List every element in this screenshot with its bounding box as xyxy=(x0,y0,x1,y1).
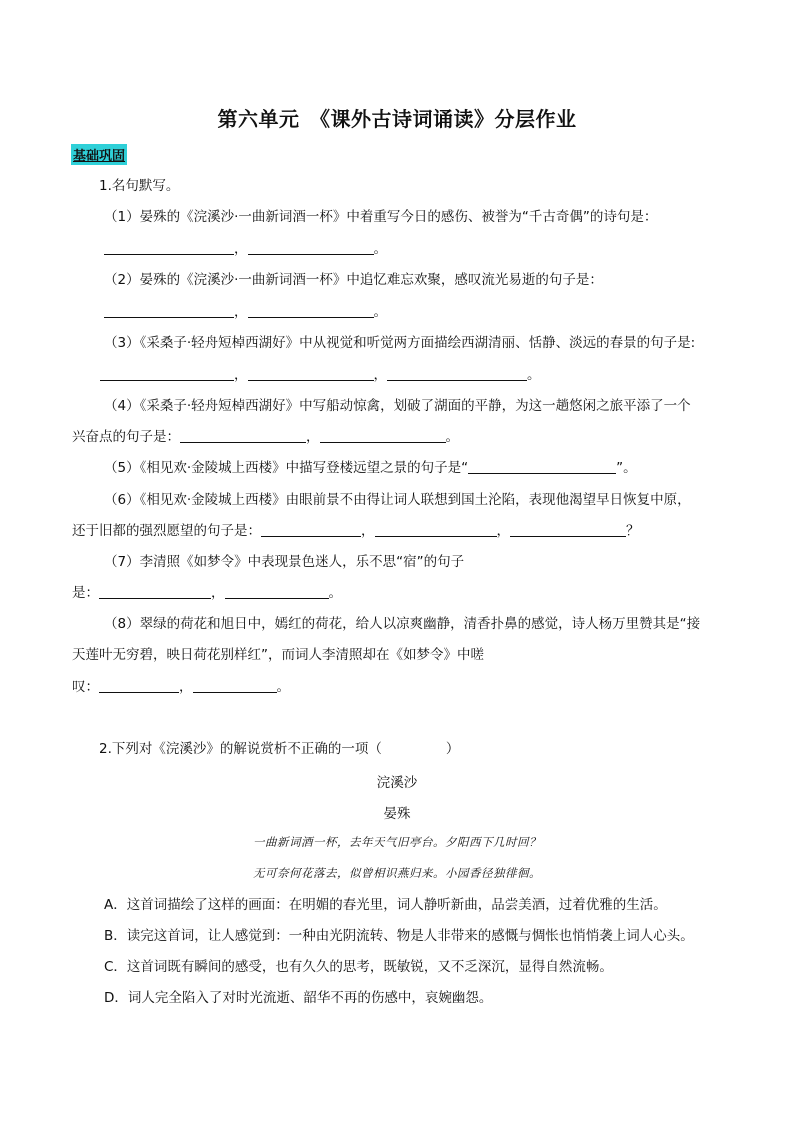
answer-blank[interactable] xyxy=(248,303,374,318)
poem-title: 浣溪沙 xyxy=(376,775,418,791)
answer-blank[interactable] xyxy=(99,678,179,693)
answer-blank[interactable] xyxy=(104,240,234,255)
q1-sub2-blanks: ， 。 xyxy=(104,303,387,321)
q1-sub4-line2: 兴奋点的句子是： ， 。 xyxy=(72,429,459,445)
q1-sub2: （2）晏殊的《浣溪沙·一曲新词酒一杯》中追忆难忘欢聚，感叹流光易逝的句子是： xyxy=(104,272,603,288)
option-a: A．这首词描绘了这样的画面：在明媚的春光里，词人静听新曲，品尝美酒，过着优雅的生活。 xyxy=(104,897,667,913)
q1-sub1-blanks: ， 。 xyxy=(104,240,387,258)
answer-blank[interactable] xyxy=(100,366,234,381)
q1-sub6-line1: （6）《相见欢·金陵城上西楼》由眼前景不由得让词人联想到国土沦陷，表现他渴望早日恢复中原， xyxy=(104,492,691,508)
answer-blank[interactable] xyxy=(375,522,497,537)
q1-sub7-line1: （7）李清照《如梦令》中表现景色迷人，乐不思“宿”的句子 xyxy=(104,554,465,570)
q1-sub3: （3）《采桑子·轻舟短棹西湖好》中从视觉和听觉两方面描绘西湖清丽、恬静、淡远的春景的句子是: xyxy=(104,335,696,351)
answer-blank[interactable] xyxy=(99,584,211,599)
q1-sub8-line1: （8）翠绿的荷花和旭日中，嫣红的荷花，给人以凉爽幽静，清香扑鼻的感觉，诗人杨万里赞其是“接 xyxy=(104,616,701,632)
answer-blank[interactable] xyxy=(248,240,374,255)
poem-line-2: 无可奈何花落去，似曾相识燕归来。小园香径独徘徊。 xyxy=(253,866,541,880)
q1-heading: 1.名句默写。 xyxy=(99,178,180,194)
answer-blank[interactable] xyxy=(225,584,329,599)
option-d: D．词人完全陷入了对时光流逝、韶华不再的伤感中，哀婉幽怨。 xyxy=(104,990,493,1006)
q1-sub8-line3: 叹： ， 。 xyxy=(72,679,290,695)
answer-blank[interactable] xyxy=(193,678,277,693)
answer-blank[interactable] xyxy=(248,366,374,381)
answer-blank[interactable] xyxy=(510,522,626,537)
q1-sub6-line2: 还于旧都的强烈愿望的句子是： ， ， ？ xyxy=(72,523,640,539)
page-title: 第六单元 《课外古诗词诵读》分层作业 xyxy=(217,107,577,131)
answer-blank[interactable] xyxy=(104,303,234,318)
q1-sub1: （1）晏殊的《浣溪沙·一曲新词酒一杯》中着重写今日的感伤、被誉为“千古奇偶”的诗句是： xyxy=(104,209,658,225)
q1-sub8-line2: 天莲叶无穷碧，映日荷花别样红”，而词人李清照却在《如梦令》中嗟 xyxy=(72,647,484,663)
q1-sub5: （5）《相见欢·金陵城上西楼》中描写登楼远望之景的句子是“ ”。 xyxy=(104,460,637,476)
answer-blank[interactable] xyxy=(387,366,527,381)
option-c: C．这首词既有瞬间的感受，也有久久的思考，既敏锐，又不乏深沉，显得自然流畅。 xyxy=(104,959,613,975)
q1-sub7-line2: 是： ， 。 xyxy=(72,585,342,601)
q1-sub4-line1: （4）《采桑子·轻舟短棹西湖好》中写船动惊禽，划破了湖面的平静，为这一趟悠闲之旅平添了一个 xyxy=(104,398,691,414)
answer-blank[interactable] xyxy=(320,428,446,443)
poem-author: 晏殊 xyxy=(383,806,411,822)
section-label: 基础巩固 xyxy=(71,144,127,165)
poem-line-1: 一曲新词酒一杯，去年天气旧亭台。夕阳西下几时回？ xyxy=(253,835,541,849)
option-b: B．读完这首词，让人感觉到：一种由光阴流转、物是人非带来的感慨与惆怅也悄悄袭上词人心头。 xyxy=(104,928,694,944)
answer-blank[interactable] xyxy=(261,522,361,537)
answer-blank[interactable] xyxy=(468,459,616,474)
q1-sub3-blanks: ， ， 。 xyxy=(100,366,541,384)
q2-heading: 2.下列对《浣溪沙》的解说赏析不正确的一项（ ） xyxy=(99,741,460,757)
answer-blank[interactable] xyxy=(180,428,306,443)
